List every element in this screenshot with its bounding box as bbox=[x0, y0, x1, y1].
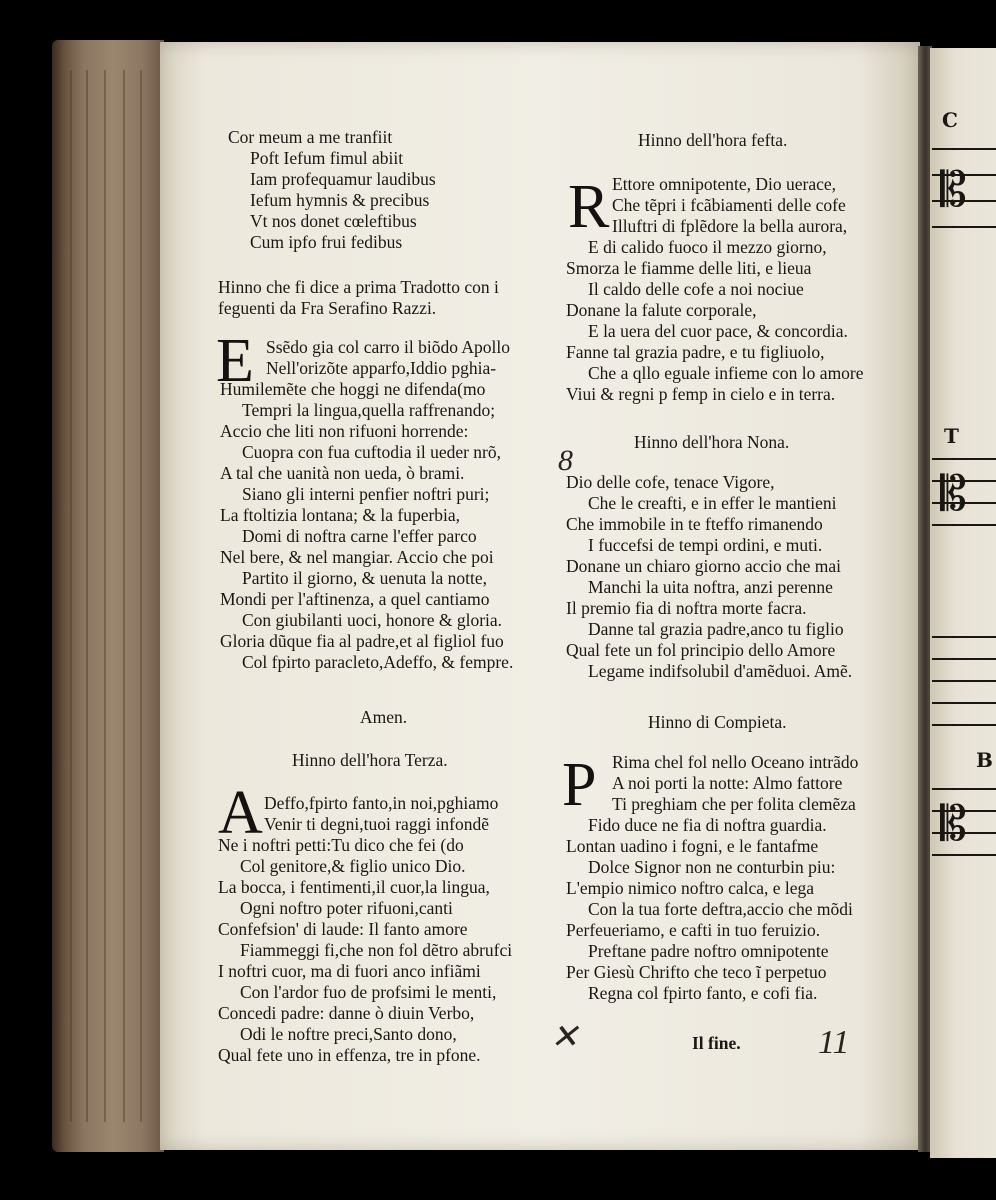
verse-line: Fanne tal grazia padre, e tu figliuolo, bbox=[566, 342, 825, 362]
verse-line: Che a qllo eguale infieme con lo amore bbox=[588, 363, 864, 383]
compieta-hymn bbox=[566, 752, 858, 1004]
facing-letter-c: C bbox=[942, 108, 958, 132]
verse-line: Donane la falute corporale, bbox=[566, 300, 757, 320]
clef-icon: 𝄡 bbox=[940, 162, 967, 218]
finis-text: Il fine. bbox=[692, 1033, 741, 1053]
verse-line: A tal che uanità non ueda, ò brami. bbox=[220, 463, 465, 483]
nona-hymn bbox=[566, 472, 852, 682]
nona-heading-text: Hinno dell'hora Nona. bbox=[634, 432, 790, 452]
prima-heading bbox=[218, 277, 499, 319]
verse-line: La bocca, i fentimenti,il cuor,la lingua, bbox=[218, 877, 490, 897]
verse-line: Iefum hymnis & precibus bbox=[250, 190, 430, 210]
terza-hymn bbox=[218, 793, 512, 1066]
verse-line: Gloria dũque fia al padre,et al figliol fuo bbox=[220, 631, 504, 651]
verse-line: Tempri la lingua,quella raffrenando; bbox=[242, 400, 496, 420]
terza-heading bbox=[292, 750, 448, 771]
verse-line: Confefsion' di laude: Il fanto amore bbox=[218, 919, 468, 939]
verse-line: Ti preghiam che per folita clemẽza bbox=[612, 794, 856, 814]
verse-line: Donane un chiaro giorno accio che mai bbox=[566, 556, 842, 576]
verse-line: E la uera del cuor pace, & concordia. bbox=[588, 321, 848, 341]
verse-line: Rima chel fol nello Oceano intrãdo bbox=[612, 752, 859, 772]
verse-line: Odi le noftre preci,Santo dono, bbox=[240, 1024, 457, 1044]
festa-hymn bbox=[566, 174, 864, 405]
prima-heading-line-2: feguenti da Fra Serafino Razzi. bbox=[218, 298, 437, 318]
verse-line: Cuopra con fua cuftodia il ueder nrõ, bbox=[242, 442, 502, 462]
verse-line: Che le creafti, e in effer le mantieni bbox=[588, 493, 837, 513]
compieta-heading bbox=[648, 712, 787, 733]
handwritten-cross-mark: ✕ bbox=[550, 1019, 579, 1056]
dropcap-r: R bbox=[568, 173, 610, 241]
compieta-heading-text: Hinno di Compieta. bbox=[648, 712, 787, 732]
clef-icon: 𝄡 bbox=[940, 796, 967, 852]
verse-line: Il premio fia di noftra morte facra. bbox=[566, 598, 807, 618]
verse-line: Nel bere, & nel mangiar. Accio che poi bbox=[220, 547, 494, 567]
verse-line: Humilemẽte che hoggi ne difenda(mo bbox=[220, 379, 486, 399]
verse-line: Che immobile in te fteffo rimanendo bbox=[566, 514, 823, 534]
verse-line: Qual fete un fol principio dello Amore bbox=[566, 640, 836, 660]
verse-line: Venir ti degni,tuoi raggi infondẽ bbox=[264, 814, 490, 834]
printed-page bbox=[160, 42, 920, 1150]
verse-line: Cor meum a me tranfiit bbox=[228, 127, 393, 147]
verse-line: Per Giesù Chrifto che teco ĩ perpetuo bbox=[566, 962, 827, 982]
left-top-verses bbox=[228, 127, 436, 253]
verse-line: Regna col fpirto fanto, e cofi fia. bbox=[588, 983, 818, 1003]
verse-line: Smorza le fiamme delle liti, e lieua bbox=[566, 258, 812, 278]
verse-line: Legame indifsolubil d'amẽduoi. Amẽ. bbox=[588, 661, 853, 681]
verse-line: Concedi padre: danne ò diuin Verbo, bbox=[218, 1003, 475, 1023]
handwritten-eleven: 11 bbox=[818, 1024, 850, 1061]
verse-line: Vt nos donet cœleftibus bbox=[250, 211, 417, 231]
verse-line: Danne tal grazia padre,anco tu figlio bbox=[588, 619, 844, 639]
finis bbox=[692, 1033, 741, 1054]
verse-line: I fuccefsi de tempi ordini, e muti. bbox=[588, 535, 823, 555]
nona-heading bbox=[634, 432, 789, 453]
verse-line: Con la tua forte deftra,accio che mõdi bbox=[588, 899, 853, 919]
clef-icon: 𝄡 bbox=[940, 466, 967, 522]
facing-letter-b: B bbox=[976, 748, 993, 772]
verse-line: Dio delle cofe, tenace Vigore, bbox=[566, 472, 775, 492]
verse-line: Con l'ardor fuo de profsimi le menti, bbox=[240, 982, 497, 1002]
verse-line: L'empio nimico noftro calca, e lega bbox=[566, 878, 815, 898]
festa-heading-text: Hinno dell'hora fefta. bbox=[638, 130, 788, 150]
prima-heading-line-1: Hinno che fi dice a prima Tradotto con i bbox=[218, 277, 499, 297]
festa-heading bbox=[638, 130, 787, 151]
book-page-edges bbox=[52, 40, 164, 1152]
handwritten-eight: 8 bbox=[558, 444, 573, 477]
terza-heading-text: Hinno dell'hora Terza. bbox=[292, 750, 448, 770]
verse-line: Che tẽpri i fcãbiamenti delle cofe bbox=[612, 195, 846, 215]
amen bbox=[360, 707, 407, 728]
verse-line: Lontan uadino i fogni, e le fantafme bbox=[566, 836, 819, 856]
verse-line: Nell'orizõte apparfo,Iddio pghia- bbox=[266, 358, 497, 378]
verse-line: Fido duce ne fia di noftra guardia. bbox=[588, 815, 827, 835]
verse-line: Iam profequamur laudibus bbox=[250, 169, 436, 189]
verse-line: Partito il giorno, & uenuta la notte, bbox=[242, 568, 487, 588]
verse-line: Siano gli interni penfier noftri puri; bbox=[242, 484, 490, 504]
verse-line: Qual fete uno in effenza, tre in pfone. bbox=[218, 1045, 481, 1065]
verse-line: Fiammeggi fi,che non fol dẽtro abrufci bbox=[240, 940, 513, 960]
verse-line: Ssẽdo gia col carro il biõdo Apollo bbox=[266, 337, 510, 357]
dropcap-p: P bbox=[562, 751, 597, 819]
verse-line: Col genitore,& figlio unico Dio. bbox=[240, 856, 466, 876]
verse-line: E di calido fuoco il mezzo giorno, bbox=[588, 237, 827, 257]
verse-line: Col fpirto paracleto,Adeffo, & fempre. bbox=[242, 652, 514, 672]
verse-line: Cum ipfo frui fedibus bbox=[250, 232, 403, 252]
verse-line: Manchi la uita noftra, anzi perenne bbox=[588, 577, 833, 597]
amen-text: Amen. bbox=[360, 707, 408, 727]
verse-line: Il caldo delle cofe a noi nociue bbox=[588, 279, 804, 299]
verse-line: I noftri cuor, ma di fuori anco infiãmi bbox=[218, 961, 481, 981]
verse-line: La ftoltizia lontana; & la fuperbia, bbox=[220, 505, 461, 525]
verse-line: Mondi per l'aftinenza, a quel cantiamo bbox=[220, 589, 490, 609]
verse-line: A noi porti la notte: Almo fattore bbox=[612, 773, 843, 793]
verse-line: Domi di noftra carne l'effer parco bbox=[242, 526, 477, 546]
facing-letter-t: T bbox=[944, 424, 959, 448]
verse-line: Dolce Signor non ne conturbin piu: bbox=[588, 857, 836, 877]
prima-hymn bbox=[220, 337, 513, 673]
verse-line: Con giubilanti uoci, honore & gloria. bbox=[242, 610, 503, 630]
verse-line: Perfeueriamo, e cafti in tuo feruizio. bbox=[566, 920, 821, 940]
verse-line: Ettore omnipotente, Dio uerace, bbox=[612, 174, 837, 194]
verse-line: Illuftri di fplẽdore la bella aurora, bbox=[612, 216, 848, 236]
verse-line: Poft Iefum fimul abiit bbox=[250, 148, 404, 168]
verse-line: Deffo,fpirto fanto,in noi,pghiamo bbox=[264, 793, 499, 813]
verse-line: Viui & regni p femp in cielo e in terra. bbox=[566, 384, 836, 404]
verse-line: Accio che liti non rifuoni horrende: bbox=[220, 421, 469, 441]
verse-line: Preftane padre noftro omnipotente bbox=[588, 941, 829, 961]
facing-page-edge bbox=[930, 48, 996, 1158]
verse-line: Ne i noftri petti:Tu dico che fei (do bbox=[218, 835, 464, 855]
dropcap-a: A bbox=[218, 779, 263, 847]
verse-line: Ogni noftro poter rifuoni,canti bbox=[240, 898, 453, 918]
dropcap-e: E bbox=[216, 327, 254, 395]
